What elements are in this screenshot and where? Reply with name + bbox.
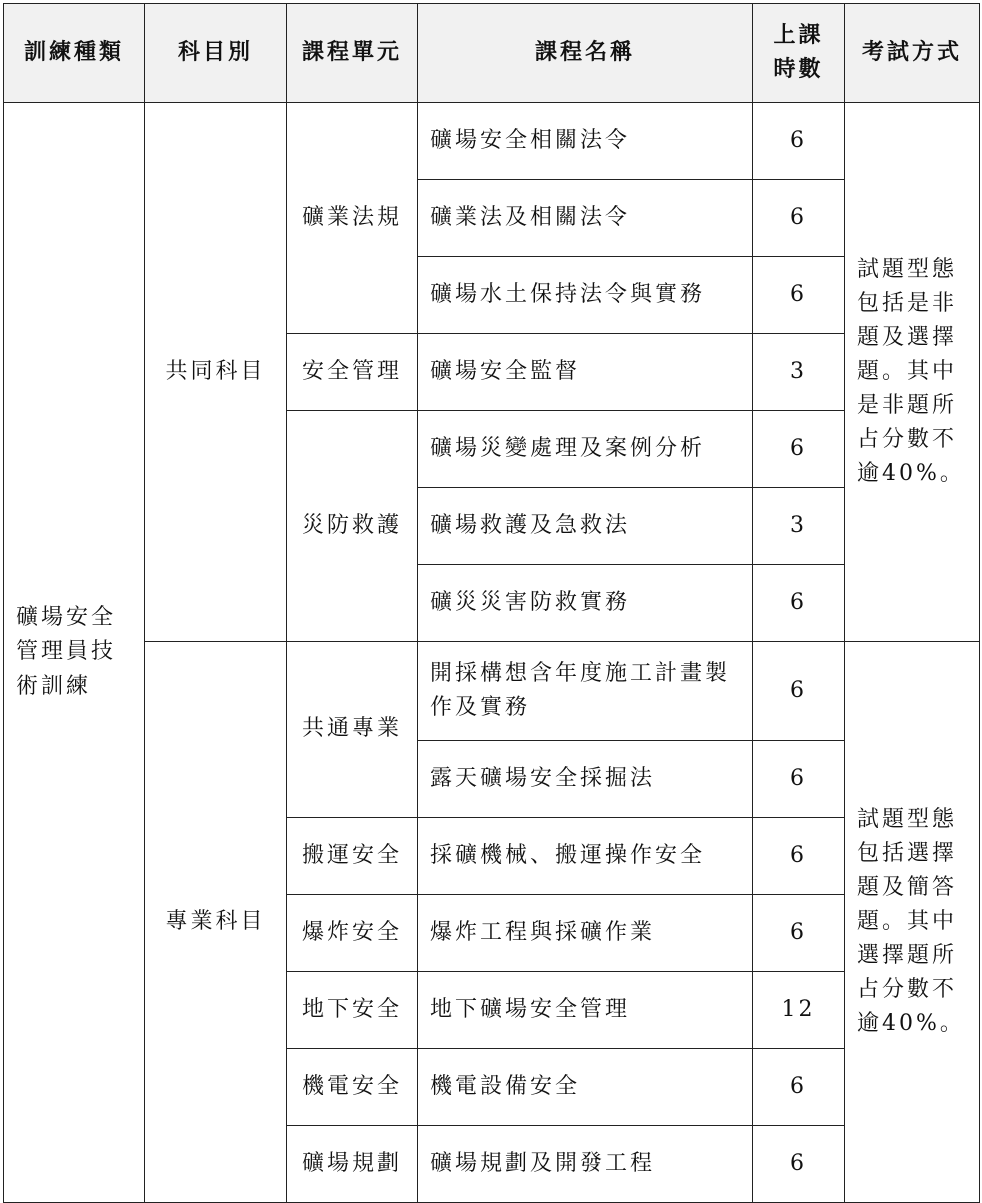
hours-cell: 6 (753, 642, 845, 741)
unit-cell: 地下安全 (287, 972, 418, 1049)
header-category: 訓練種類 (4, 4, 145, 103)
unit-cell: 礦業法規 (287, 103, 418, 334)
hours-cell: 3 (753, 488, 845, 565)
course-name-cell: 礦業法及相關法令 (418, 180, 753, 257)
hours-cell: 6 (753, 1126, 845, 1203)
hours-cell: 6 (753, 818, 845, 895)
table-row (4, 642, 980, 741)
training-curriculum-table (3, 3, 980, 1203)
subject-cell: 共同科目 (145, 103, 287, 642)
course-name-cell: 礦場水土保持法令與實務 (418, 257, 753, 334)
unit-cell: 搬運安全 (287, 818, 418, 895)
header-course-name: 課程名稱 (418, 4, 753, 103)
course-name-cell: 礦場災變處理及案例分析 (418, 411, 753, 488)
hours-cell: 6 (753, 1049, 845, 1126)
course-name-cell: 礦場救護及急救法 (418, 488, 753, 565)
unit-cell: 礦場規劃 (287, 1126, 418, 1203)
unit-cell: 機電安全 (287, 1049, 418, 1126)
exam-method-cell: 試題型態包括是非題及選擇題。其中是非題所占分數不逾40%。 (845, 103, 980, 642)
hours-cell: 12 (753, 972, 845, 1049)
course-name-cell: 礦災災害防救實務 (418, 565, 753, 642)
hours-cell: 6 (753, 103, 845, 180)
hours-cell: 6 (753, 257, 845, 334)
header-hours-line2: 時數 (773, 57, 824, 82)
hours-cell: 6 (753, 741, 845, 818)
hours-cell: 6 (753, 411, 845, 488)
unit-cell: 災防救護 (287, 411, 418, 642)
exam-method-cell: 試題型態包括選擇題及簡答題。其中選擇題所占分數不逾40%。 (845, 642, 980, 1203)
course-name-cell: 露天礦場安全採掘法 (418, 741, 753, 818)
header-subject: 科目別 (145, 4, 287, 103)
header-exam-method: 考試方式 (845, 4, 980, 103)
table-row (4, 103, 980, 180)
header-hours-line1: 上課 (773, 22, 824, 48)
hours-cell: 3 (753, 334, 845, 411)
course-name-cell: 開採構想含年度施工計畫製作及實務 (418, 642, 753, 741)
course-name-cell: 機電設備安全 (418, 1049, 753, 1126)
header-row (4, 4, 980, 103)
unit-cell: 共通專業 (287, 642, 418, 818)
unit-cell: 安全管理 (287, 334, 418, 411)
hours-cell: 6 (753, 565, 845, 642)
subject-cell: 專業科目 (145, 642, 287, 1203)
header-unit: 課程單元 (287, 4, 418, 103)
course-name-cell: 礦場規劃及開發工程 (418, 1126, 753, 1203)
course-name-cell: 地下礦場安全管理 (418, 972, 753, 1049)
header-class-hours (753, 4, 845, 103)
course-name-cell: 爆炸工程與採礦作業 (418, 895, 753, 972)
course-name-cell: 礦場安全監督 (418, 334, 753, 411)
course-name-cell: 礦場安全相關法令 (418, 103, 753, 180)
course-name-cell: 採礦機械、搬運操作安全 (418, 818, 753, 895)
hours-cell: 6 (753, 180, 845, 257)
hours-cell: 6 (753, 895, 845, 972)
unit-cell: 爆炸安全 (287, 895, 418, 972)
training-category: 礦場安全管理員技術訓練 (4, 103, 145, 1203)
